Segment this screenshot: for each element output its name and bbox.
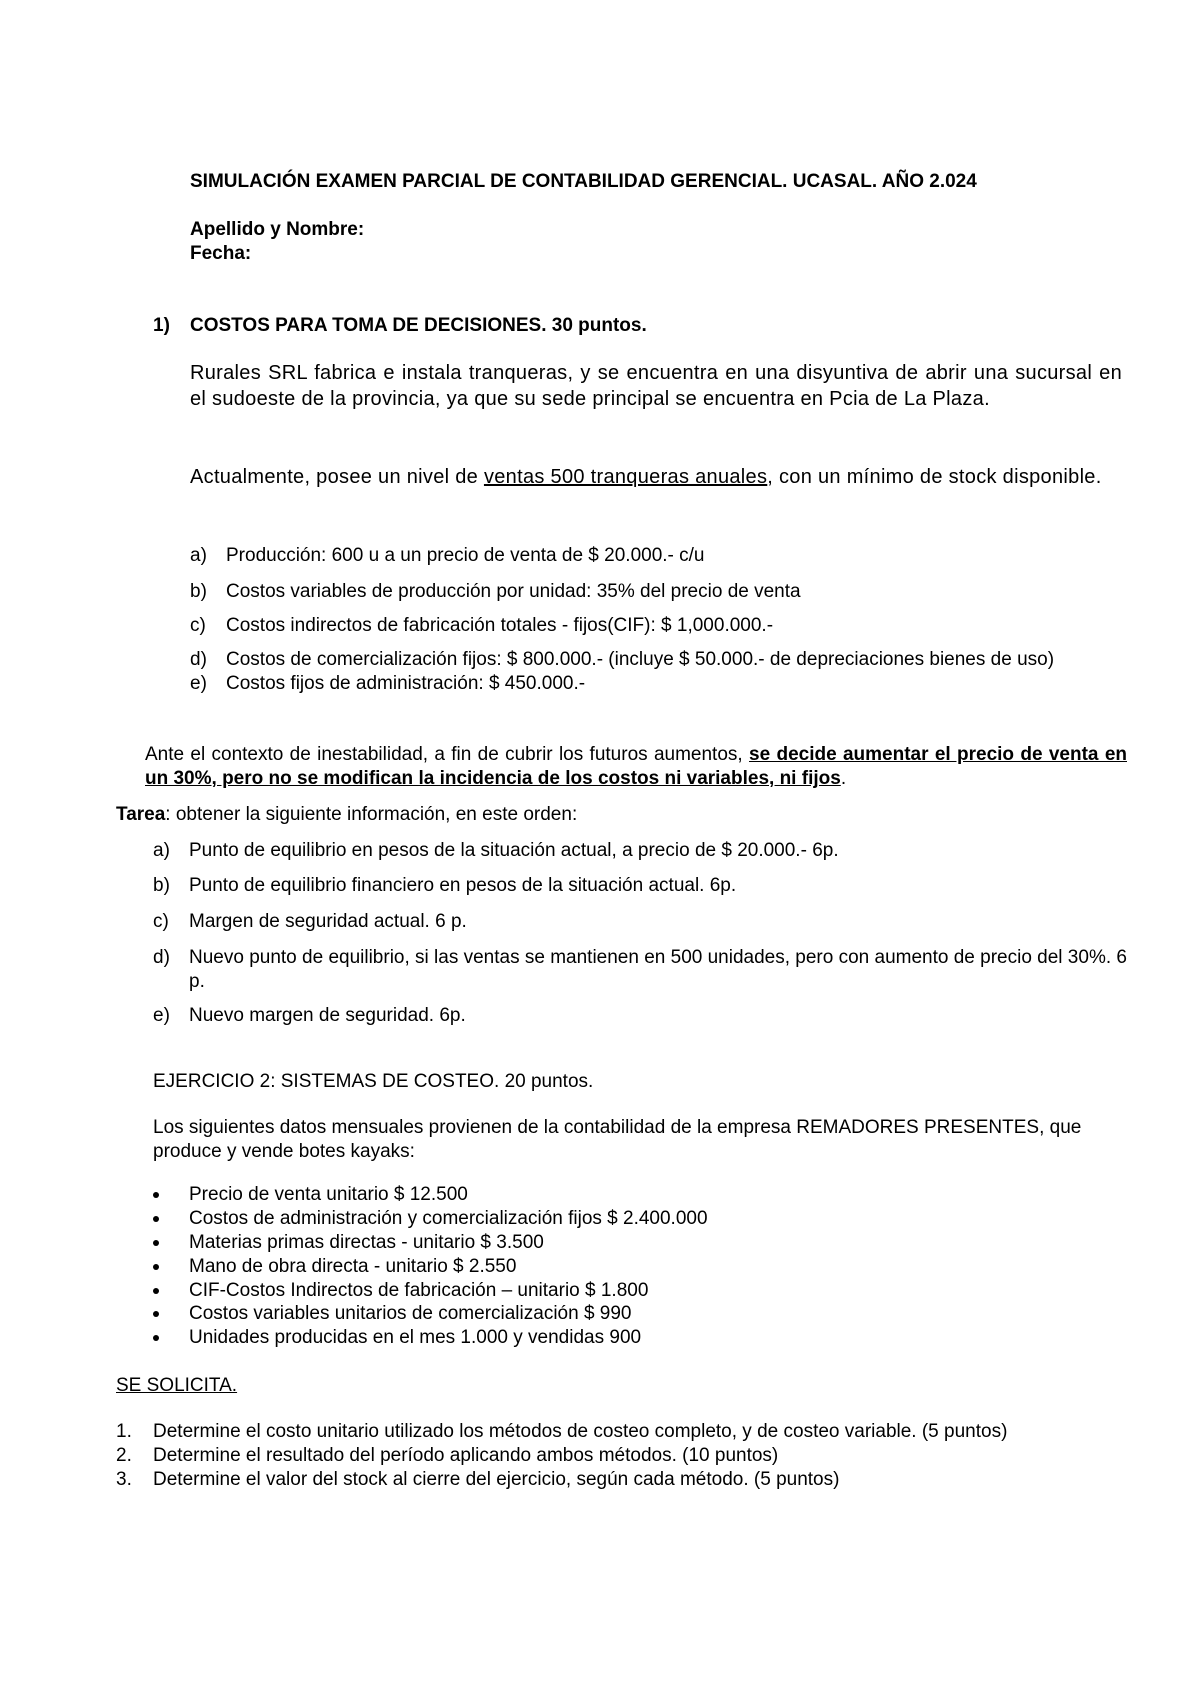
list-item: [153, 1231, 1113, 1255]
section1-paragraph-1: Rurales SRL fabrica e instala tranqueras, y se encuentra en una disyuntiva de abrir una sucursal en el sudoeste de la provincia, ya que su sede principal se encuentra en Pcia de La Plaza.: [190, 362, 1122, 410]
task-item-label: b): [153, 875, 170, 896]
item-text: Costos de comercialización fijos: $ 800.000.- (incluye $ 50.000.- de depreciaciones bienes de uso): [226, 649, 1055, 670]
date-label: Fecha:: [190, 243, 252, 264]
item-label: d): [190, 649, 207, 670]
bullet-text: Costos variables unitarios de comercialización $ 990: [189, 1303, 632, 1324]
bullet-icon: [153, 1240, 159, 1246]
task-item-label: d): [153, 947, 170, 968]
task-item-label: c): [153, 911, 169, 932]
list-item: [190, 544, 1130, 568]
task-item-text: Punto de equilibrio en pesos de la situación actual, a precio de $ 20.000.- 6p.: [189, 840, 839, 861]
document-title: SIMULACIÓN EXAMEN PARCIAL DE CONTABILIDAD GERENCIAL. UCASAL. AÑO 2.024: [190, 171, 977, 192]
name-label: Apellido y Nombre:: [190, 219, 365, 240]
task-instruction: [116, 803, 577, 827]
bullet-text: Unidades producidas en el mes 1.000 y vendidas 900: [189, 1327, 642, 1348]
paragraph-2-underlined: ventas 500 tranqueras anuales: [483, 466, 768, 488]
request-number: 1.: [116, 1421, 132, 1442]
task-text: : obtener la siguiente información, en este orden:: [165, 804, 578, 825]
request-number: 2.: [116, 1445, 132, 1466]
bullet-icon: [153, 1288, 159, 1294]
context-paragraph: [145, 743, 1127, 791]
task-item-label: e): [153, 1005, 170, 1026]
item-text: Costos variables de producción por unidad: 35% del precio de venta: [226, 581, 801, 602]
list-item: [153, 874, 1133, 898]
list-item: [116, 1420, 1116, 1444]
list-item: [153, 1255, 1113, 1279]
list-item: [190, 614, 1130, 638]
list-item: [190, 648, 1130, 672]
request-title: SE SOLICITA.: [116, 1375, 238, 1396]
item-text: Costos fijos de administración: $ 450.000.-: [226, 673, 586, 694]
list-item: [153, 1004, 1133, 1028]
item-label: c): [190, 615, 206, 636]
item-label: e): [190, 673, 207, 694]
section1-title: COSTOS PARA TOMA DE DECISIONES. 30 puntos.: [190, 315, 647, 336]
context-emphasis: se decide aumentar el precio de venta en un 30%, pero no se modifican la incidencia de los costos ni variables, ni fijos: [145, 744, 1127, 789]
list-item: [153, 1326, 1113, 1350]
bullet-icon: [153, 1335, 159, 1341]
list-item: [153, 839, 1133, 863]
list-item: [116, 1468, 1116, 1492]
bullet-text: Mano de obra directa - unitario $ 2.550: [189, 1256, 517, 1277]
task-item-text: Nuevo punto de equilibrio, si las ventas se mantienen en 500 unidades, pero con aumento de precio del 30%. 6 p.: [189, 947, 1127, 992]
request-text: Determine el valor del stock al cierre del ejercicio, según cada método. (5 puntos): [153, 1469, 840, 1490]
bullet-text: Costos de administración y comercialización fijos $ 2.400.000: [189, 1208, 708, 1229]
paragraph-2-start: Actualmente, posee un nivel de: [190, 466, 484, 488]
bullet-icon: [153, 1192, 159, 1198]
list-item: [153, 946, 1133, 994]
item-text: Producción: 600 u a un precio de venta de $ 20.000.- c/u: [226, 545, 705, 566]
request-text: Determine el costo unitario utilizado los métodos de costeo completo, y de costeo variable. (5 puntos): [153, 1421, 1008, 1442]
context-end: .: [840, 768, 847, 789]
task-label: Tarea: [116, 804, 166, 825]
task-item-text: Margen de seguridad actual. 6 p.: [189, 911, 467, 932]
bullet-text: CIF-Costos Indirectos de fabricación – unitario $ 1.800: [189, 1280, 649, 1301]
request-text: Determine el resultado del período aplicando ambos métodos. (10 puntos): [153, 1445, 779, 1466]
item-text: Costos indirectos de fabricación totales - fijos(CIF): $ 1,000.000.-: [226, 615, 774, 636]
item-label: a): [190, 545, 207, 566]
section2-intro: Los siguientes datos mensuales provienen de la contabilidad de la empresa REMADORES PRESENTES, que produce y vende botes kayaks:: [153, 1117, 1082, 1162]
task-item-text: Nuevo margen de seguridad. 6p.: [189, 1005, 466, 1026]
list-item: [190, 672, 1130, 696]
section1-paragraph-2: [190, 464, 1122, 490]
list-item: [190, 580, 1130, 604]
context-start: Ante el contexto de inestabilidad, a fin de cubrir los futuros aumentos,: [145, 744, 750, 765]
bullet-icon: [153, 1264, 159, 1270]
bullet-icon: [153, 1216, 159, 1222]
section2-title: EJERCICIO 2: SISTEMAS DE COSTEO. 20 puntos.: [153, 1071, 594, 1092]
list-item: [153, 1302, 1113, 1326]
list-item: [153, 1207, 1113, 1231]
list-item: [153, 910, 1133, 934]
item-label: b): [190, 581, 207, 602]
bullet-text: Precio de venta unitario $ 12.500: [189, 1184, 468, 1205]
paragraph-2-end: , con un mínimo de stock disponible.: [767, 466, 1102, 488]
list-item: [153, 1183, 1113, 1207]
bullet-icon: [153, 1311, 159, 1317]
task-item-label: a): [153, 840, 170, 861]
list-item: [153, 1279, 1113, 1303]
list-item: [116, 1444, 1116, 1468]
task-item-text: Punto de equilibrio financiero en pesos de la situación actual. 6p.: [189, 875, 737, 896]
bullet-text: Materias primas directas - unitario $ 3.500: [189, 1232, 544, 1253]
section1-number: 1): [153, 315, 170, 336]
request-number: 3.: [116, 1469, 132, 1490]
